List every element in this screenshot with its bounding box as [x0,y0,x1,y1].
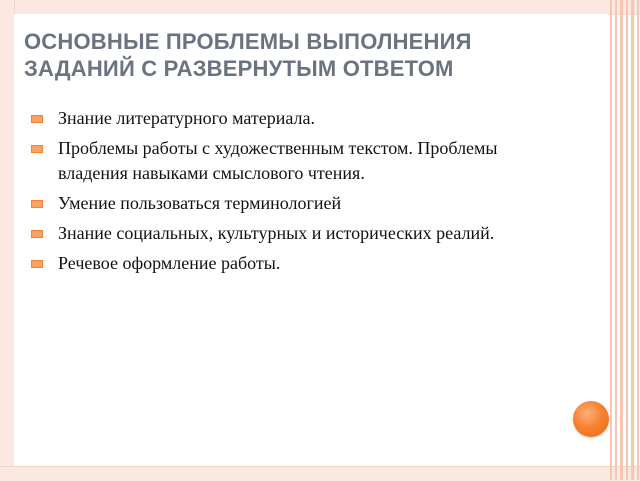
slide-frame-bottom [0,466,640,481]
orange-circle-icon [573,401,609,437]
slide-title: ОСНОВНЫЕ ПРОБЛЕМЫ ВЫПОЛНЕНИЯ ЗАДАНИЙ С РАЗВЕРНУТЫМ ОТВЕТОМ [24,29,472,81]
bullet-text: Знание литературного материала. [58,108,315,128]
orange-square-bullet-icon [31,145,43,153]
orange-square-bullet-icon [31,115,43,123]
bullet-item [24,106,554,131]
bullet-item [24,136,554,186]
bullet-item [24,221,554,246]
bullet-item [24,251,554,276]
bullet-text: Умение пользоваться терминологией [58,193,342,213]
bullet-text: Проблемы работы с художественным текстом. Проблемы владения навыками смыслового чтения. [58,138,498,183]
slide-frame-left [0,0,15,480]
orange-square-bullet-icon [31,260,43,268]
orange-square-bullet-icon [31,230,43,238]
bullet-text: Знание социальных, культурных и исторических реалий. [58,223,495,243]
orange-square-bullet-icon [31,200,43,208]
bullet-list [24,106,554,281]
slide-frame-top [0,0,640,15]
bullet-text: Речевое оформление работы. [58,253,281,273]
bullet-item [24,191,554,216]
decorative-stripes [608,0,640,480]
